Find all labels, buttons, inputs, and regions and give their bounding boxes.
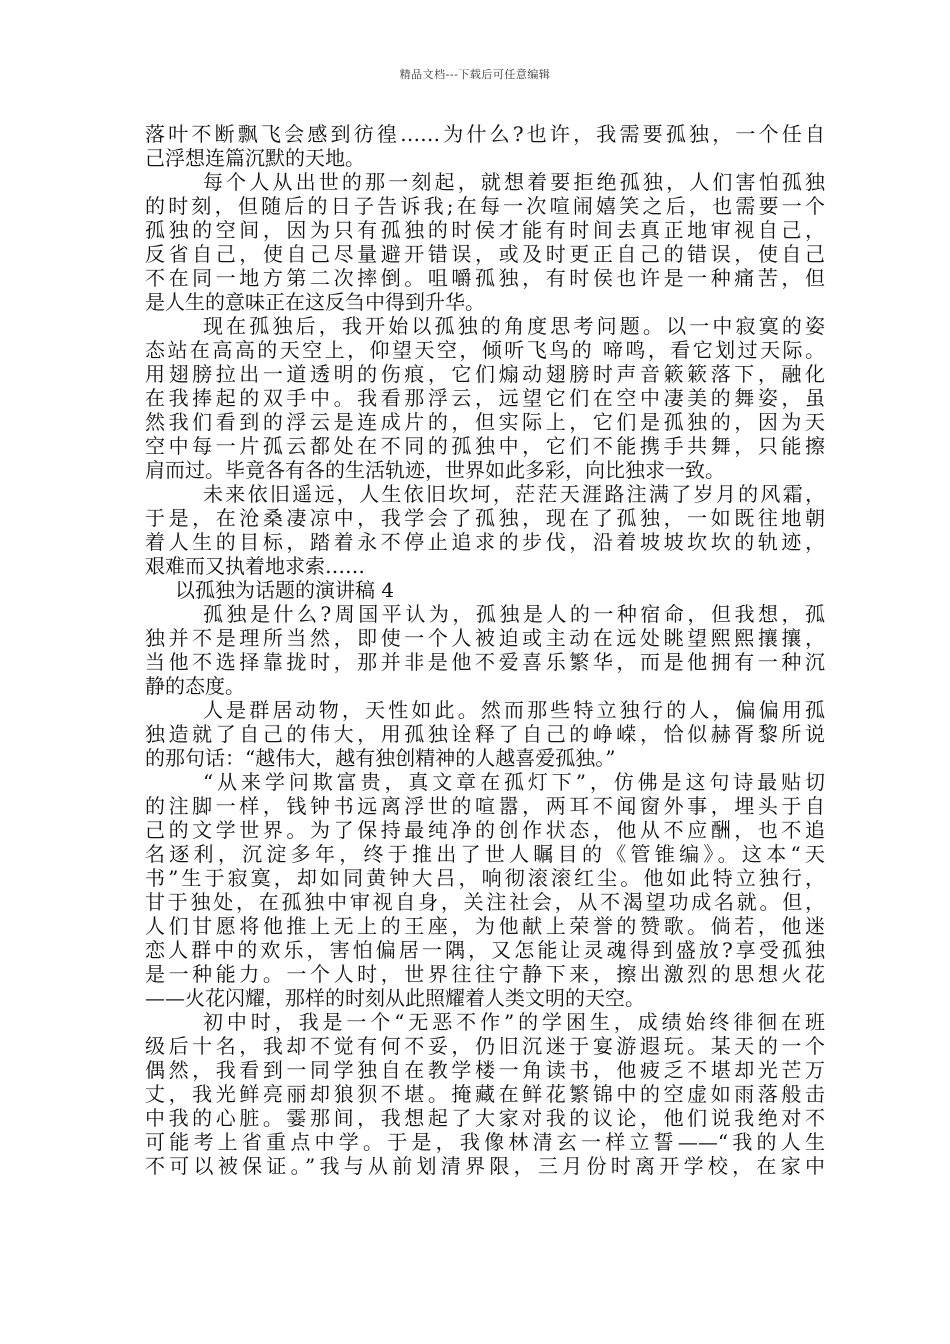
text-line: 可能考上省重点中学。于是，我像林清玄一样立誓——“我的人生: [145, 1130, 825, 1154]
text-line: 级后十名，我却不觉有何不妥，仍旧沉迷于宴游遐玩。某天的一个: [145, 1034, 825, 1058]
text-line: 现在孤独后，我开始以孤独的角度思考问题。以一中寂寞的姿: [203, 314, 825, 338]
text-line: 反省自己，使自己尽量避开错误，或及时更正自己的错误，使自己: [145, 242, 825, 266]
text-line: 的那句话：“越伟大，越有独创精神的人越喜爱孤独。”: [145, 746, 616, 770]
text-line: 用翅膀拉出一道透明的伤痕，它们煽动翅膀时声音簌簌落下，融化: [145, 362, 825, 386]
section-heading: 以孤独为话题的演讲稿 4: [175, 578, 395, 602]
text-line: 空中每一片孤云都处在不同的孤独中，它们不能携手共舞，只能擦: [145, 434, 825, 458]
text-line: 己的文学世界。为了保持最纯净的创作状态，他从不应酬，也不追: [145, 818, 825, 842]
text-line: 偶然，我看到一同学独自在教学楼一角读书，他疲乏不堪却光芒万: [145, 1058, 825, 1082]
text-line: 艰难而又执着地求索……: [145, 554, 365, 578]
text-line: 独并不是理所当然，即使一个人被迫或主动在远处眺望熙熙攘攘，: [145, 626, 825, 650]
text-line: 独造就了自己的伟大，用孤独诠释了自己的峥嵘，恰似赫胥黎所说: [145, 722, 825, 746]
text-line: 甘于独处，在孤独中审视自身，关注社会，从不渴望功成名就。但，: [145, 890, 825, 914]
text-line: 态站在高高的天空上，仰望天空，倾听飞鸟的 啼鸣，看它划过天际。: [145, 338, 825, 362]
text-line: 着人生的目标，踏着永不停止追求的步伐，沿着坡坡坎坎的轨迹，: [145, 530, 825, 554]
text-line: 不可以被保证。”我与从前划清界限，三月份时离开学校，在家中: [145, 1154, 825, 1178]
page-header: 精品文档---下载后可任意编辑: [399, 68, 551, 81]
text-line: 人们甘愿将他推上无上的王座，为他献上荣誉的赞歌。倘若，他迷: [145, 914, 825, 938]
text-line: 名逐利，沉淀多年，终于推出了世人瞩目的《管锥编》。这本“天: [145, 842, 825, 866]
text-line: 不在同一地方第二次摔倒。咀嚼孤独，有时侯也许是一种痛苦，但: [145, 266, 825, 290]
text-line: 的时刻，但随后的日子告诉我;在每一次喧闹嬉笑之后，也需要一个: [145, 194, 825, 218]
text-line: 未来依旧遥远，人生依旧坎坷，茫茫天涯路注满了岁月的风霜，: [203, 482, 825, 506]
text-line: 然我们看到的浮云是连成片的，但实际上，它们是孤独的，因为天: [145, 410, 825, 434]
text-line: 书”生于寂寞，却如同黄钟大吕，响彻滚滚红尘。他如此特立独行，: [145, 866, 825, 890]
text-line: 是一种能力。一个人时，世界往往宁静下来，擦出激烈的思想火花: [145, 962, 825, 986]
text-line: 每个人从出世的那一刻起，就想着要拒绝孤独，人们害怕孤独: [203, 170, 825, 194]
text-line: 静的态度。: [145, 674, 245, 698]
text-line: 肩而过。毕竟各有各的生活轨迹，世界如此多彩，向比独求一致。: [145, 458, 725, 482]
text-line: 孤独是什么?周国平认为，孤独是人的一种宿命，但我想，孤: [203, 602, 825, 626]
text-line: 己浮想连篇沉默的天地。: [145, 146, 365, 170]
text-line: 丈，我光鲜亮丽却狼狈不堪。掩藏在鲜花繁锦中的空虚如雨落般击: [145, 1082, 825, 1106]
text-line: 的注脚一样，钱钟书远离浮世的喧嚣，两耳不闻窗外事，埋头于自: [145, 794, 825, 818]
text-line: 于是，在沧桑凄凉中，我学会了孤独，现在了孤独，一如既往地朝: [145, 506, 825, 530]
text-line: 孤独的空间，因为只有孤独的时侯才能有时间去真正地审视自己，: [145, 218, 825, 242]
text-line: 人是群居动物，天性如此。然而那些特立独行的人，偏偏用孤: [203, 698, 825, 722]
document-body: [145, 122, 825, 1178]
text-line: 落叶不断飘飞会感到彷徨……为什么?也许，我需要孤独，一个任自: [145, 122, 825, 146]
text-line: ——火花闪耀，那样的时刻从此照耀着人类文明的天空。: [145, 986, 645, 1010]
text-line: 初中时，我是一个“无恶不作”的学困生，成绩始终徘徊在班: [203, 1010, 825, 1034]
text-line: 在我捧起的双手中。我看那浮云，远望它们在空中凄美的舞姿，虽: [145, 386, 825, 410]
text-line: “从来学问欺富贵，真文章在孤灯下”，仿佛是这句诗最贴切: [203, 770, 825, 794]
text-line: 当他不选择靠拢时，那并非是他不爱喜乐繁华，而是他拥有一种沉: [145, 650, 825, 674]
text-line: 恋人群中的欢乐，害怕偏居一隅，又怎能让灵魂得到盛放?享受孤独: [145, 938, 825, 962]
text-line: 中我的心脏。霎那间，我想起了大家对我的议论，他们说我绝对不: [145, 1106, 825, 1130]
text-line: 是人生的意味正在这反刍中得到升华。: [145, 290, 485, 314]
